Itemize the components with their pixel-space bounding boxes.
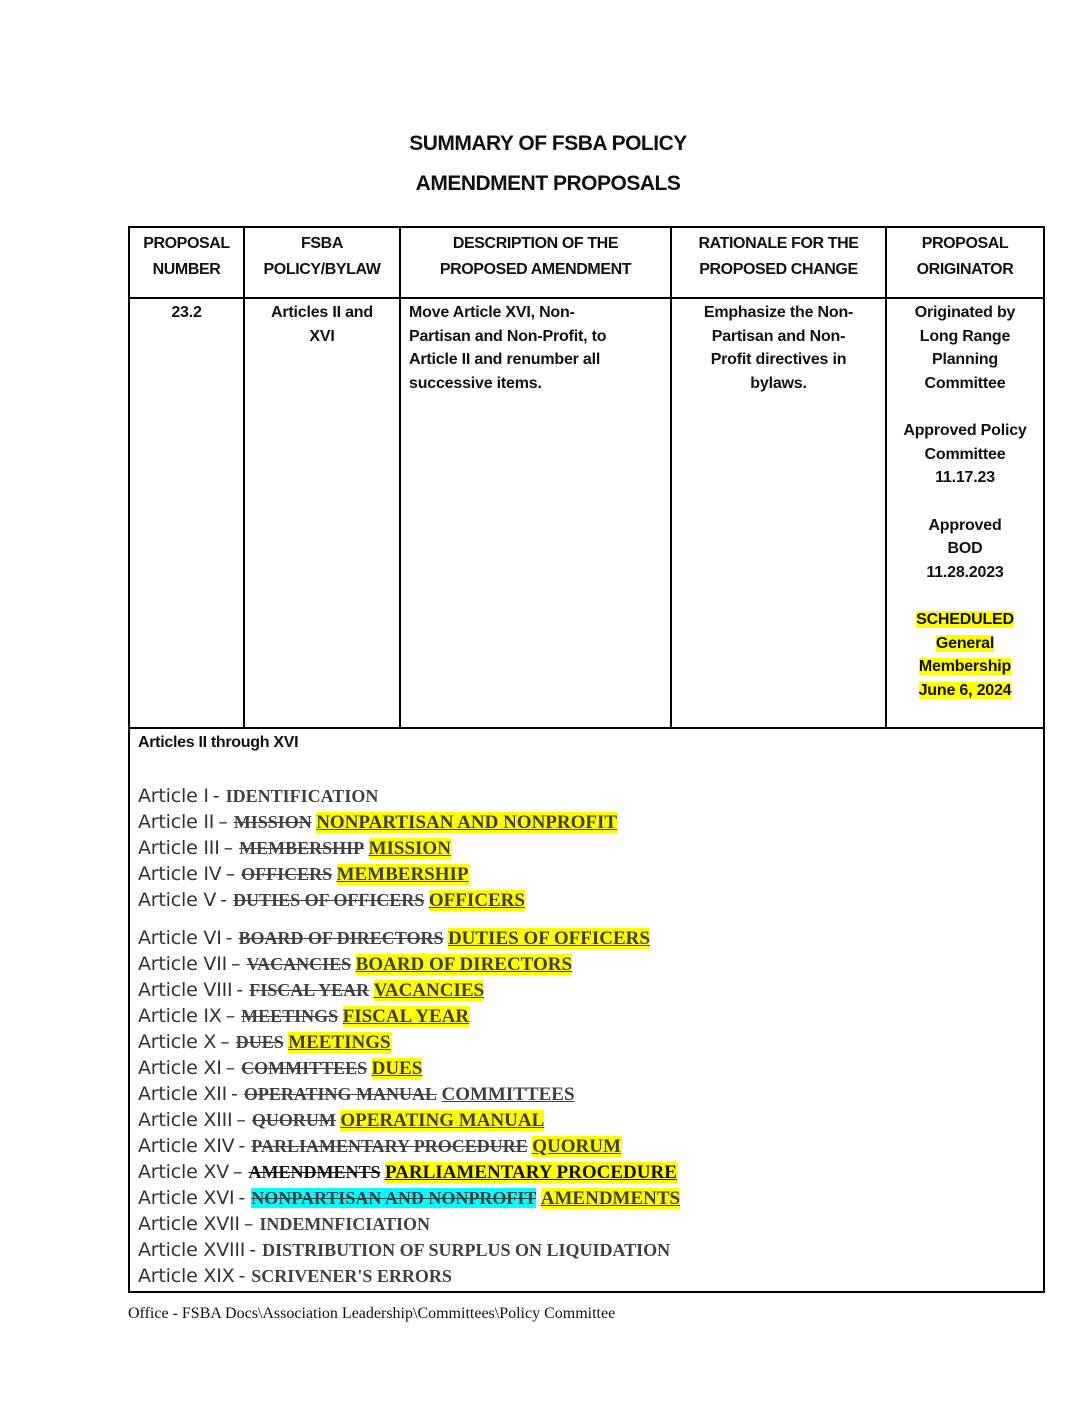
article-item (138, 809, 1035, 835)
article-label: Article III (138, 837, 220, 859)
article-item (138, 1185, 1035, 1211)
header-proposal-number (129, 227, 244, 298)
header-text: DESCRIPTION OF THE (452, 235, 619, 252)
article-new-title: AMENDMENTS (540, 1188, 681, 1209)
article-new-title: OFFICERS (428, 890, 525, 911)
article-list (138, 783, 1035, 1289)
article-label: Article V (138, 889, 217, 911)
article-label: Article XIV (138, 1135, 235, 1157)
article-item (138, 783, 1035, 809)
article-label: Article XVII (138, 1213, 240, 1235)
article-label: Article XI (138, 1057, 222, 1079)
cell-text: Partisan and Non-Profit, to (409, 327, 607, 345)
cell-text: Move Article XVI, Non- (409, 304, 575, 321)
article-new-title: MEETINGS (288, 1032, 391, 1053)
article-separator: - (238, 1187, 246, 1209)
header-originator (886, 227, 1044, 298)
article-old-title: AMENDMENTS (248, 1162, 381, 1182)
article-item (138, 1003, 1035, 1029)
cell-text: Approved (928, 516, 1002, 534)
article-new-title: NONPARTISAN AND NONPROFIT (316, 812, 618, 833)
proposal-table (128, 226, 1045, 1293)
cell-text: 11.17.23 (935, 469, 995, 486)
article-title: DISTRIBUTION OF SURPLUS ON LIQUIDATION (262, 1240, 671, 1260)
article-label: Article XIX (138, 1265, 235, 1287)
article-separator: – (233, 1161, 243, 1183)
article-label: Article XIII (138, 1109, 233, 1131)
article-separator: - (238, 1135, 246, 1157)
cell-text: Partisan and Non- (711, 327, 846, 345)
scheduled-text: Membership (918, 658, 1012, 675)
cell-text: Originated by (914, 304, 1016, 321)
article-item (138, 861, 1035, 887)
cell-text: Emphasize the Non- (703, 304, 854, 321)
cell-description (400, 298, 671, 728)
scheduled-text: SCHEDULED (916, 611, 1014, 628)
header-text: PROPOSAL (143, 235, 230, 252)
article-label: Article XVI (138, 1187, 235, 1209)
article-label: Article VIII (138, 979, 233, 1001)
article-label: Article VII (138, 953, 227, 975)
originator-scheduled (891, 608, 1039, 702)
header-text: FSBA (301, 235, 343, 252)
article-new-title: FISCAL YEAR (342, 1006, 470, 1027)
article-label: Article XII (138, 1083, 228, 1105)
article-item (138, 1263, 1035, 1289)
article-item (138, 1029, 1035, 1055)
cell-text: Approved Policy (903, 422, 1027, 439)
spacer (891, 584, 1039, 608)
article-old-title: VACANCIES (246, 954, 352, 974)
header-text: NUMBER (152, 261, 221, 278)
footer-path: Office - FSBA Docs\Association Leadership\Committees\Policy Committee (128, 1305, 616, 1322)
article-separator: – (225, 1057, 236, 1079)
article-item (138, 1081, 1035, 1107)
cell-text: successive items. (409, 374, 542, 392)
cell-policy-bylaw (244, 298, 400, 728)
article-old-title: DUES (235, 1032, 284, 1052)
article-item (138, 925, 1035, 951)
article-old-title: OPERATING MANUAL (243, 1084, 438, 1104)
scheduled-text: General (935, 634, 995, 652)
article-new-title: QUORUM (532, 1136, 621, 1157)
cell-proposal-number: 23.2 (129, 298, 244, 728)
article-separator: - (212, 785, 220, 807)
article-item (138, 1133, 1035, 1159)
article-title: IDENTIFICATION (225, 786, 379, 806)
cell-text: 11.28.2023 (926, 563, 1004, 581)
header-description (400, 227, 671, 298)
header-rationale (671, 227, 886, 298)
originator-origin (891, 301, 1039, 395)
article-label: Article IV (138, 863, 222, 885)
cell-text: Profit directives in (710, 351, 847, 368)
cell-text: XVI (309, 327, 335, 345)
cell-rationale (671, 298, 886, 728)
article-label: Article XVIII (138, 1239, 246, 1261)
article-separator: - (249, 1239, 257, 1261)
article-title: SCRIVENER'S ERRORS (251, 1266, 452, 1286)
article-old-title: MEETINGS (241, 1006, 339, 1026)
article-separator: - (231, 1083, 238, 1105)
article-new-title: VACANCIES (373, 980, 485, 1001)
article-separator: – (231, 953, 241, 975)
header-text: ORIGINATOR (916, 261, 1014, 278)
article-item (138, 977, 1035, 1003)
originator-policy-approval (891, 419, 1039, 490)
article-item (138, 951, 1035, 977)
originator-bod-approval (891, 514, 1039, 585)
article-new-title: BOARD OF DIRECTORS (355, 954, 573, 975)
cell-text: Long Range (919, 327, 1011, 345)
article-separator: – (220, 1031, 230, 1053)
article-separator: – (225, 1005, 236, 1027)
article-item (138, 1237, 1035, 1263)
document-title-line1: SUMMARY OF FSBA POLICY (409, 132, 687, 155)
spacer (891, 490, 1039, 514)
header-text: POLICY/BYLAW (263, 261, 381, 278)
article-label: Article VI (138, 927, 222, 949)
article-old-title: MEMBERSHIP (239, 838, 365, 858)
article-old-title: MISSION (233, 812, 312, 832)
articles-cell (129, 728, 1044, 1292)
article-new-title: OPERATING MANUAL (340, 1110, 545, 1131)
table-row (129, 298, 1044, 728)
article-label: Article II (138, 811, 215, 833)
header-row (129, 227, 1044, 298)
header-text: PROPOSED AMENDMENT (439, 261, 632, 278)
article-old-title: PARLIAMENTARY PROCEDURE (251, 1136, 528, 1156)
article-item (138, 1107, 1035, 1133)
article-label: Article I (138, 785, 209, 807)
document-title-line2: AMENDMENT PROPOSALS (415, 172, 681, 195)
cell-text: bylaws. (750, 374, 807, 392)
article-item (138, 887, 1035, 913)
cell-text: Committee (924, 374, 1006, 392)
header-text: RATIONALE FOR THE (698, 235, 859, 252)
article-separator: - (220, 889, 228, 911)
cell-text: Planning (932, 351, 998, 368)
article-separator: - (236, 979, 244, 1001)
article-old-title: DUTIES OF OFFICERS (233, 890, 425, 910)
header-text: PROPOSED CHANGE (699, 261, 858, 278)
article-title: INDEMNFICIATION (259, 1214, 430, 1234)
article-old-title: OFFICERS (241, 864, 333, 884)
articles-row (129, 728, 1044, 1292)
cell-text: Committee (924, 445, 1006, 463)
article-item (138, 835, 1035, 861)
article-separator: – (223, 837, 234, 859)
article-separator: - (238, 1265, 246, 1287)
article-old-title: NONPARTISAN AND NONPROFIT (251, 1188, 537, 1208)
article-separator: – (236, 1109, 246, 1131)
cell-originator (886, 298, 1044, 728)
article-separator: – (218, 811, 228, 833)
article-item (138, 1211, 1035, 1237)
header-policy-bylaw (244, 227, 400, 298)
spacer (891, 395, 1039, 419)
article-label: Article IX (138, 1005, 222, 1027)
article-old-title: FISCAL YEAR (249, 980, 370, 1000)
articles-heading: Articles II through XVI (138, 734, 299, 751)
article-item (138, 1159, 1035, 1185)
article-label: Article X (138, 1031, 217, 1053)
article-new-title: PARLIAMENTARY PROCEDURE (384, 1162, 677, 1183)
article-separator: – (243, 1213, 254, 1235)
article-label: Article XV (138, 1161, 230, 1183)
article-new-title: MEMBERSHIP (336, 864, 469, 885)
cell-text: Article II and renumber all (409, 351, 601, 368)
cell-text: Articles II and (271, 304, 373, 321)
article-new-title: DUES (371, 1058, 423, 1079)
article-new-title: COMMITTEES (441, 1084, 575, 1105)
article-separator: - (225, 927, 233, 949)
scheduled-text: June 6, 2024 (918, 681, 1012, 699)
article-item (138, 1055, 1035, 1081)
article-old-title: BOARD OF DIRECTORS (238, 928, 444, 948)
article-old-title: QUORUM (251, 1110, 336, 1130)
header-text: PROPOSAL (921, 235, 1009, 252)
article-new-title: DUTIES OF OFFICERS (447, 928, 650, 949)
cell-text: BOD (947, 540, 983, 557)
article-old-title: COMMITTEES (241, 1058, 368, 1078)
article-separator: – (225, 863, 236, 885)
article-new-title: MISSION (368, 838, 451, 859)
